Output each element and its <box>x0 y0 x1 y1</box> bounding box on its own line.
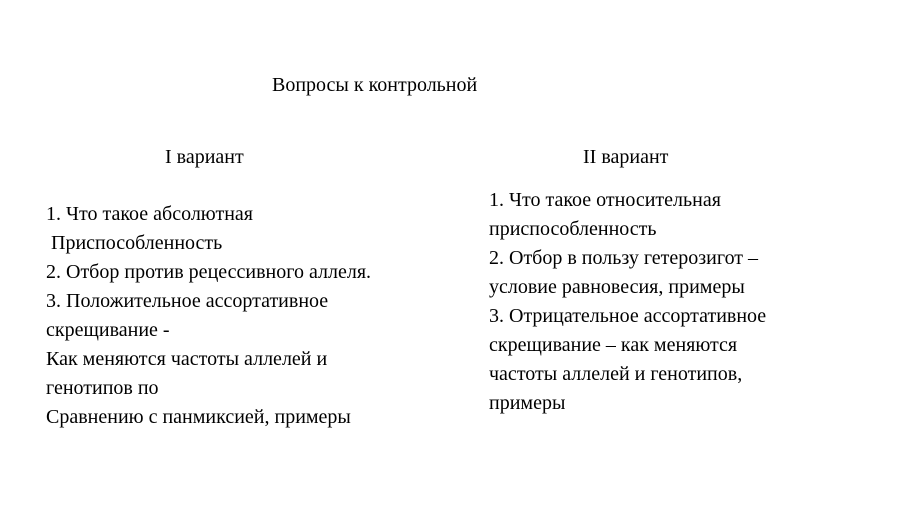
question-line: Сравнению с панмиксией, примеры <box>46 406 351 428</box>
variant-1-questions <box>46 200 371 432</box>
page-title: Вопросы к контрольной <box>272 74 478 96</box>
question-line: условие равновесия, примеры <box>489 276 745 298</box>
question-line: приспособленность <box>489 218 657 240</box>
question-line: примеры <box>489 392 566 414</box>
variant-2-questions <box>489 186 766 418</box>
variant-1-heading: I вариант <box>165 146 244 168</box>
question-line: генотипов по <box>46 377 159 399</box>
question-line: 2. Отбор в пользу гетерозигот – <box>489 247 759 269</box>
question-line: Приспособленность <box>46 232 223 254</box>
question-line: 3. Положительное ассортативное <box>46 290 329 312</box>
variant-2-heading: II вариант <box>583 146 669 168</box>
question-line: 1. Что такое абсолютная <box>46 203 254 225</box>
question-line: 1. Что такое относительная <box>489 189 721 211</box>
question-line: Как меняются частоты аллелей и <box>46 348 328 370</box>
question-line: 3. Отрицательное ассортативное <box>489 305 767 327</box>
question-line: частоты аллелей и генотипов, <box>489 363 743 385</box>
question-line: скрещивание – как меняются <box>489 334 738 356</box>
question-line: 2. Отбор против рецессивного аллеля. <box>46 261 372 283</box>
question-line: скрещивание - <box>46 319 170 341</box>
